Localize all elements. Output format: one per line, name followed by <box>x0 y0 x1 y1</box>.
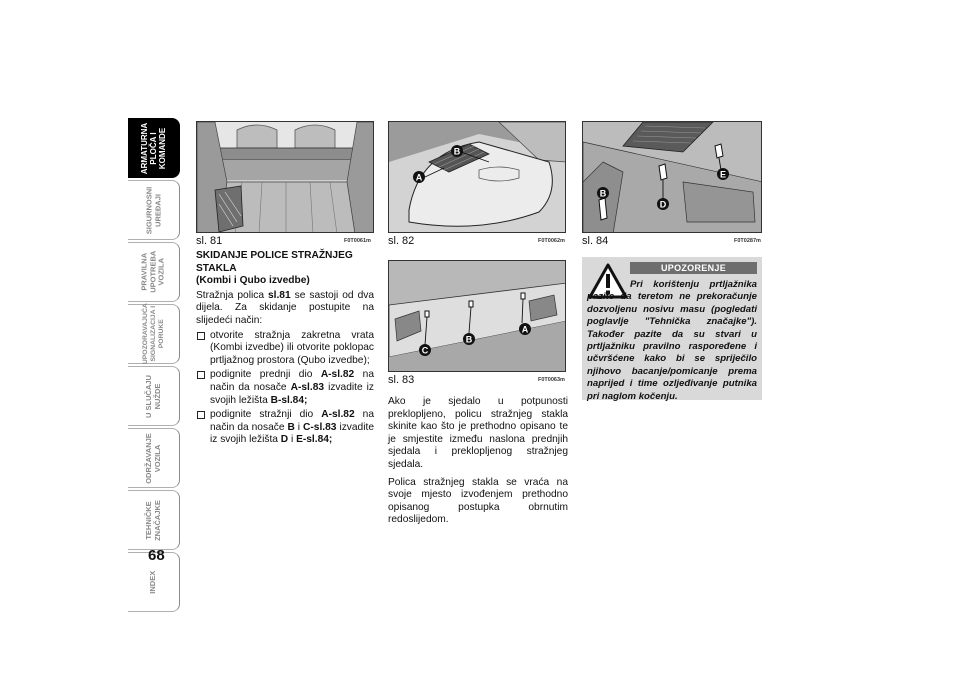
figure-ref: A-sl.82 <box>321 409 355 421</box>
paragraph-refit: Polica stražnjeg stakla se vraća na svoje mjesto izvođenjem prethodno opisanog postupka obrnutim redoslijedom. <box>388 476 568 526</box>
text-run: i <box>294 421 304 433</box>
marker-d <box>657 198 669 210</box>
text-run: na način da nosače <box>210 409 374 433</box>
figure-81-code: F0T0061m <box>344 238 371 244</box>
figure-ref: D <box>280 434 289 446</box>
marker-b-label: B <box>599 188 607 199</box>
checkbox-bullet-icon <box>197 332 205 340</box>
marker-a <box>413 171 425 183</box>
figure-ref: C-sl.83 <box>303 421 337 433</box>
tab-label: TEHNIČKE ZNAČAJKE <box>144 499 162 541</box>
section-heading: SKIDANJE POLICE STRAŽNJEG STAKLA (Kombi i Qubo izvedbe) <box>196 250 353 287</box>
text-run: izvadite iz svojih ležišta <box>210 381 375 406</box>
figure-81-image <box>196 121 374 233</box>
marker-b <box>451 145 463 157</box>
warning-title: UPOZORENJE <box>630 262 757 274</box>
figure-ref: B <box>287 421 295 433</box>
tab-label: ARMATURNA PLOČA I KOMANDE <box>140 122 167 174</box>
marker-b <box>597 187 609 199</box>
text-run: podignite stražnji dio <box>210 409 322 421</box>
text-run: podignite prednji dio <box>210 369 321 381</box>
tab-label: SIGURNOSNI UREĐAJI <box>143 186 162 234</box>
marker-e <box>717 168 729 180</box>
tab-pravilna-upotreba[interactable] <box>128 242 180 302</box>
text-run: Stražnja polica <box>196 289 268 301</box>
figure-82-label: sl. 82 <box>388 235 415 247</box>
figure-81-label: sl. 81 <box>196 235 223 247</box>
tab-sigurnosni-uredaji[interactable] <box>128 180 180 240</box>
tab-label: INDEX <box>148 570 158 594</box>
page-number: 68 <box>148 547 165 564</box>
list-item <box>196 409 374 447</box>
tab-label: UPOZORAVAJUĆA SIGNALIZACIJA I PORUKE <box>141 303 165 365</box>
figure-84-label: sl. 84 <box>582 235 609 247</box>
marker-c <box>419 344 431 356</box>
warning-text: Pri korištenju prtljažnika pazite da teretom ne prekoračunje dozvoljenu nosivu masu (pogledati poglavlje "Tehnička značajke"). Također pazite da su stvari u prtljažniku pravilno raspoređene i učvršćene kako bi se spriječilo njihovo bacanje/pomicanje prema naprijed i time ozljeđivanje putnika pri naglom kočenju. <box>587 279 757 402</box>
marker-a-label: A <box>415 172 423 183</box>
figure-82-image <box>388 121 566 233</box>
figure-84-image <box>582 121 762 233</box>
marker-a-label: A <box>521 324 529 335</box>
figure-ref: sl.81 <box>267 289 291 301</box>
figure-83-label: sl. 83 <box>388 374 415 386</box>
instructions-column <box>196 250 374 449</box>
marker-c-label: C <box>421 345 429 356</box>
tab-u-slucaju-nuzde[interactable] <box>128 366 180 426</box>
tab-label: U SLUČAJU NUŽDE <box>143 374 162 418</box>
figure-ref: E-sl.84; <box>296 434 333 446</box>
intro-paragraph <box>196 290 374 328</box>
figure-82-code: F0T0062m <box>538 238 565 244</box>
text-run: se sastoji od dva dijela. Za skidanje postupite na slijedeći način: <box>196 289 374 326</box>
figure-84-code: F0T0287m <box>734 238 761 244</box>
marker-a <box>519 323 531 335</box>
checkbox-bullet-icon <box>197 371 205 379</box>
checkbox-bullet-icon <box>197 411 205 419</box>
tab-upozoravajuca-signalizacija[interactable] <box>128 304 180 364</box>
figure-ref: A-sl.83 <box>290 381 325 393</box>
figure-83-image <box>388 260 566 372</box>
tab-armaturna-ploca[interactable] <box>128 118 180 178</box>
text-run: na način da nosače <box>210 369 374 393</box>
paragraph-folded-seat: Ako je sjedalo u potpunosti preklopljeno, policu stražnjeg stakla skinite kao što je prethodno opisano te je smjestite između naslona prednjih sjedala i preklopljenog stražnjeg sjedala. <box>388 396 568 470</box>
list-item <box>196 369 374 407</box>
text-run: i <box>288 434 297 446</box>
warning-box <box>582 257 762 400</box>
figure-ref: B-sl.84; <box>270 394 308 406</box>
tab-label: PRAVILNA UPOTREBA VOZILA <box>139 250 166 294</box>
marker-b <box>463 333 475 345</box>
text-run: izvadite iz svojih ležišta <box>210 421 374 446</box>
marker-b-label: B <box>453 146 461 157</box>
tab-odrzavanje-vozila[interactable] <box>128 428 180 488</box>
list-item <box>196 330 374 368</box>
figure-ref: A-sl.82 <box>320 369 355 381</box>
marker-e-label: E <box>719 169 727 180</box>
marker-b-label: B <box>465 334 473 345</box>
tab-tehnicke-znacajke[interactable] <box>128 490 180 550</box>
text-run: otvorite stražnja zakretna vrata (Kombi izvedbe) ili otvorite poklopac prtljažnog prostora (Qubo izvedbe); <box>210 329 374 366</box>
tab-label: ODRŽAVANJE VOZILA <box>144 432 162 484</box>
marker-d-label: D <box>659 199 667 210</box>
figure-83-code: F0T0063m <box>538 377 565 383</box>
continuation-column <box>388 396 568 532</box>
